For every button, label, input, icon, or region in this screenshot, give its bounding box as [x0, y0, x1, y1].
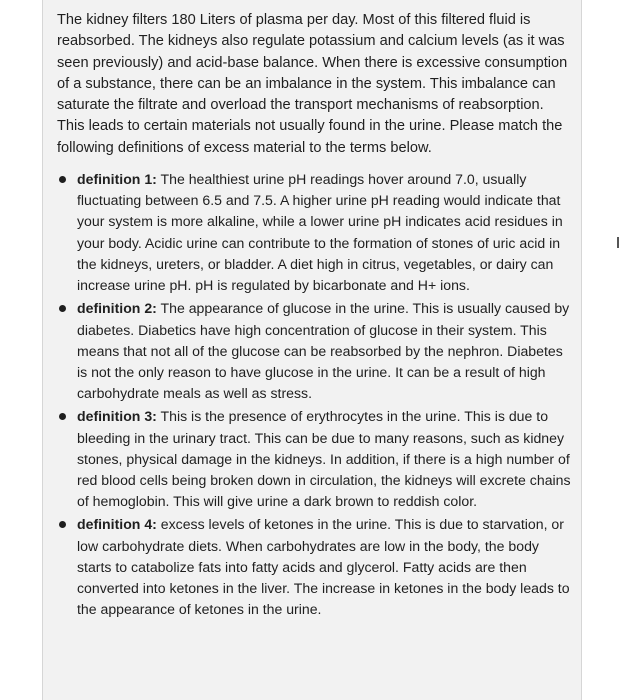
list-item [77, 406, 571, 512]
question-card [42, 0, 582, 700]
definition-term: definition 3: [77, 408, 157, 425]
bullet-icon [59, 413, 66, 420]
intro-paragraph: The kidney filters 180 Liters of plasma per day. Most of this filtered fluid is reabsorbed. The kidneys also regulate potassium and calcium levels (as it was seen previously) and acid-base balance. When there is excessive consumption of a substance, there can be an imbalance in the system. This imbalance can saturate the filtrate and overload the transport mechanisms of reabsorption. This leads to certain materials not usually found in the urine. Please match the following definitions of excess material to the terms below. [57, 12, 568, 156]
definition-term: definition 2: [77, 300, 157, 317]
definition-term: definition 1: [77, 171, 157, 188]
bullet-icon [59, 176, 66, 183]
bullet-icon [59, 521, 66, 528]
definition-text: This is the presence of erythrocytes in the urine. This is due to bleeding in the urinary tract. This can be due to many reasons, such as kidney stones, physical damage in the kidneys. In addition, if there is a high number of red blood cells being broken down in circulation, the kidneys will excrete chains of hemoglobin. This will give urine a dark brown to reddish color. [77, 408, 571, 510]
definition-term: definition 4: [77, 516, 157, 533]
definition-text: excess levels of ketones in the urine. This is due to starvation, or low carbohydrate diets. When carbohydrates are low in the body, the body starts to catabolize fats into fatty acids and glycerol. Fatty acids are then converted into ketones in the liver. The increase in ketones in the body leads to the appearance of ketones in the urine. [77, 516, 570, 618]
definition-text: The appearance of glucose in the urine. This is usually caused by diabetes. Diabetics have high concentration of glucose in their system. This means that not all of the glucose can be reabsorbed by the nephron. Diabetes is not the only reason to have glucose in the urine. It can be a result of high carbohydrate meals as well as stress. [77, 300, 570, 402]
list-item [77, 169, 571, 296]
definition-text: The healthiest urine pH readings hover around 7.0, usually fluctuating between 6.5 and 7.5. A higher urine pH reading would indicate that your system is more alkaline, while a lower urine pH indicates acid residues in your body. Acidic urine can contribute to the formation of stones of uric acid in the kidneys, ureters, or bladder. A diet high in citrus, vegetables, or dairy can increase urine pH. pH is regulated by bicarbonate and H+ ions. [77, 171, 563, 294]
list-item [77, 298, 571, 404]
bullet-icon [59, 305, 66, 312]
list-item [77, 514, 571, 620]
definition-list [57, 169, 571, 620]
